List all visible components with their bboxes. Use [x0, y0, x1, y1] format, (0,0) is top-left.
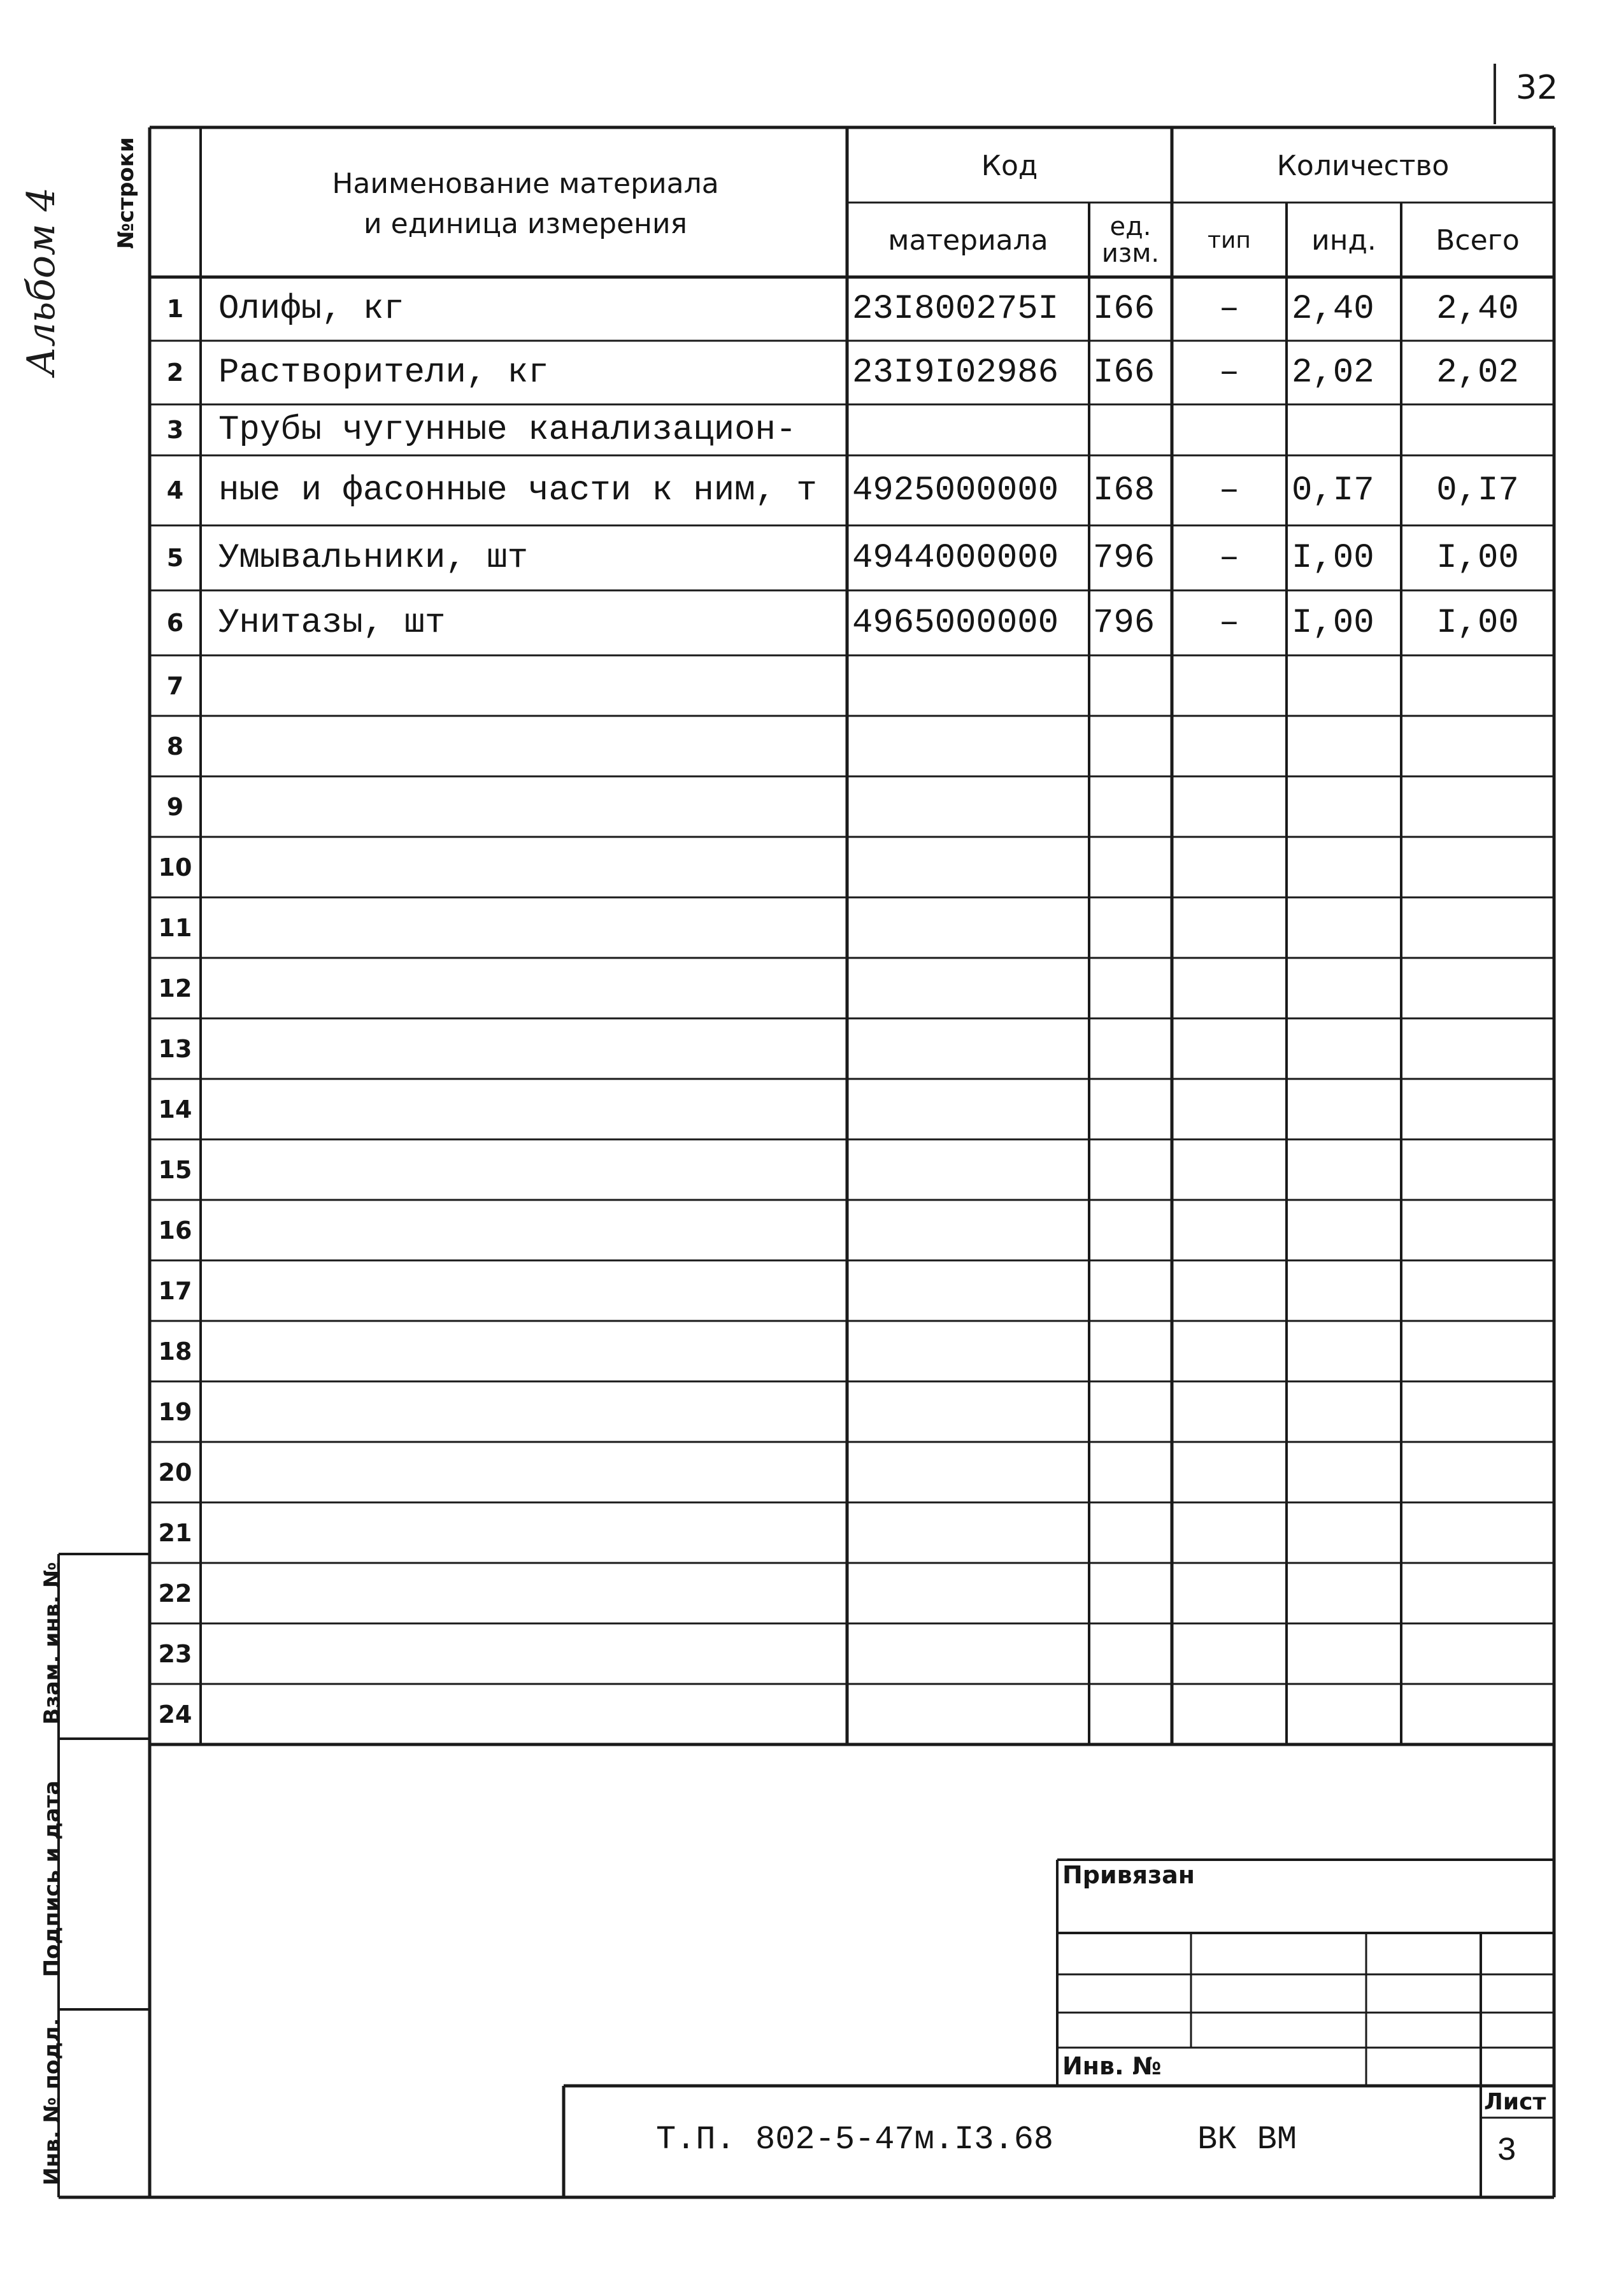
sheet-number: 3: [1497, 2132, 1517, 2170]
material-code-cell: 4925000000: [852, 471, 1059, 510]
material-code-cell: 23I800275I: [852, 289, 1059, 329]
row-number-cell: 11: [158, 913, 192, 942]
qty-ind-cell: I,00: [1292, 603, 1374, 643]
qty-type-cell: –: [1218, 353, 1240, 392]
row-number-cell: 13: [158, 1034, 192, 1063]
qty-type-cell: –: [1218, 471, 1240, 510]
row-number-cell: 5: [166, 544, 184, 572]
qty-type-cell: [1172, 404, 1287, 455]
row-number-cell: 12: [158, 974, 192, 1002]
code-header: Код: [981, 149, 1038, 182]
qty-type-cell: –: [1218, 538, 1240, 578]
podpis-data-label: Подпись и дата: [39, 1780, 65, 1978]
row-number-cell: 19: [158, 1397, 192, 1426]
qty-type-cell: –: [1218, 289, 1240, 329]
code-material-header: материала: [888, 224, 1048, 257]
row-number-cell: 17: [158, 1276, 192, 1305]
row-number-header: №строки: [113, 137, 139, 249]
album-label: Альбом 4: [19, 187, 64, 376]
material-name-cell: Унитазы, шт: [218, 603, 446, 643]
row-number-cell: 3: [166, 416, 184, 444]
vzam-inv-label: Взам. инв. №: [39, 1562, 65, 1725]
qty-total-cell: 0,I7: [1436, 471, 1519, 510]
row-number-cell: 4: [166, 476, 184, 504]
material-code-cell: 4944000000: [852, 538, 1059, 578]
material-name-cell: Трубы чугунные канализацион-: [218, 410, 797, 450]
privyazan-label: Привязан: [1062, 1861, 1195, 1889]
code-unit-header: ед. изм.: [1101, 212, 1160, 268]
row-number-cell: 15: [158, 1155, 192, 1184]
quantity-header: Количество: [1276, 149, 1450, 182]
unit-code-cell: I66: [1093, 353, 1155, 392]
material-name-cell: Олифы, кг: [218, 289, 404, 329]
qty-ind-cell: 2,40: [1292, 289, 1374, 329]
row-number-cell: 22: [158, 1579, 192, 1608]
material-code-cell: [852, 404, 1088, 455]
qty-total-header: Всего: [1436, 224, 1520, 257]
qty-type-header: тип: [1208, 227, 1251, 253]
qty-total-cell: 2,02: [1436, 353, 1519, 392]
row-number-cell: 20: [158, 1458, 192, 1487]
qty-total-cell: I,00: [1436, 538, 1519, 578]
row-number-cell: 18: [158, 1337, 192, 1365]
qty-ind-header: инд.: [1311, 224, 1376, 257]
qty-total-cell: 2,40: [1436, 289, 1519, 329]
qty-ind-cell: I,00: [1292, 538, 1374, 578]
qty-total-cell: [1401, 404, 1554, 455]
document-section: ВК ВМ: [1197, 2121, 1297, 2158]
qty-ind-cell: 2,02: [1292, 353, 1374, 392]
inv-podl-label: Инв. № подл.: [39, 2018, 65, 2186]
row-number-cell: 1: [166, 295, 184, 323]
document-designation: Т.П. 802-5-47м.I3.68: [656, 2121, 1054, 2158]
material-code-cell: 4965000000: [852, 603, 1059, 643]
row-number-cell: 9: [166, 792, 184, 821]
sheet-label: Лист: [1484, 2089, 1546, 2115]
row-number-cell: 14: [158, 1095, 192, 1123]
row-number-cell: 2: [166, 359, 184, 387]
row-number-cell: 7: [166, 671, 184, 700]
unit-code-cell: 796: [1093, 603, 1155, 643]
material-name-cell: Умывальники, шт: [218, 538, 529, 578]
row-number-cell: 6: [166, 609, 184, 637]
material-name-cell: ные и фасонные части к ним, т: [218, 471, 817, 510]
inv-no-label: Инв. №: [1062, 2052, 1162, 2080]
material-name-header: [204, 146, 847, 261]
row-number-cell: 16: [158, 1216, 192, 1244]
qty-ind-cell: [1292, 404, 1400, 455]
unit-code-cell: 796: [1093, 538, 1155, 578]
material-code-cell: 23I9I02986: [852, 353, 1059, 392]
row-number-cell: 8: [166, 732, 184, 760]
qty-type-cell: –: [1218, 603, 1240, 643]
material-name-header-line1: Наименование материала: [332, 168, 719, 200]
qty-ind-cell: 0,I7: [1292, 471, 1374, 510]
row-number-cell: 21: [158, 1518, 192, 1547]
qty-total-cell: I,00: [1436, 603, 1519, 643]
row-number-cell: 10: [158, 853, 192, 881]
unit-code-cell: [1093, 404, 1171, 455]
material-name-header-line2: и единица измерения: [363, 208, 688, 240]
unit-code-cell: I68: [1093, 471, 1155, 510]
material-name-cell: Растворители, кг: [218, 353, 549, 392]
unit-code-cell: I66: [1093, 289, 1155, 329]
row-number-cell: 24: [158, 1700, 192, 1729]
page-number: 32: [1516, 69, 1558, 107]
row-number-cell: 23: [158, 1639, 192, 1668]
